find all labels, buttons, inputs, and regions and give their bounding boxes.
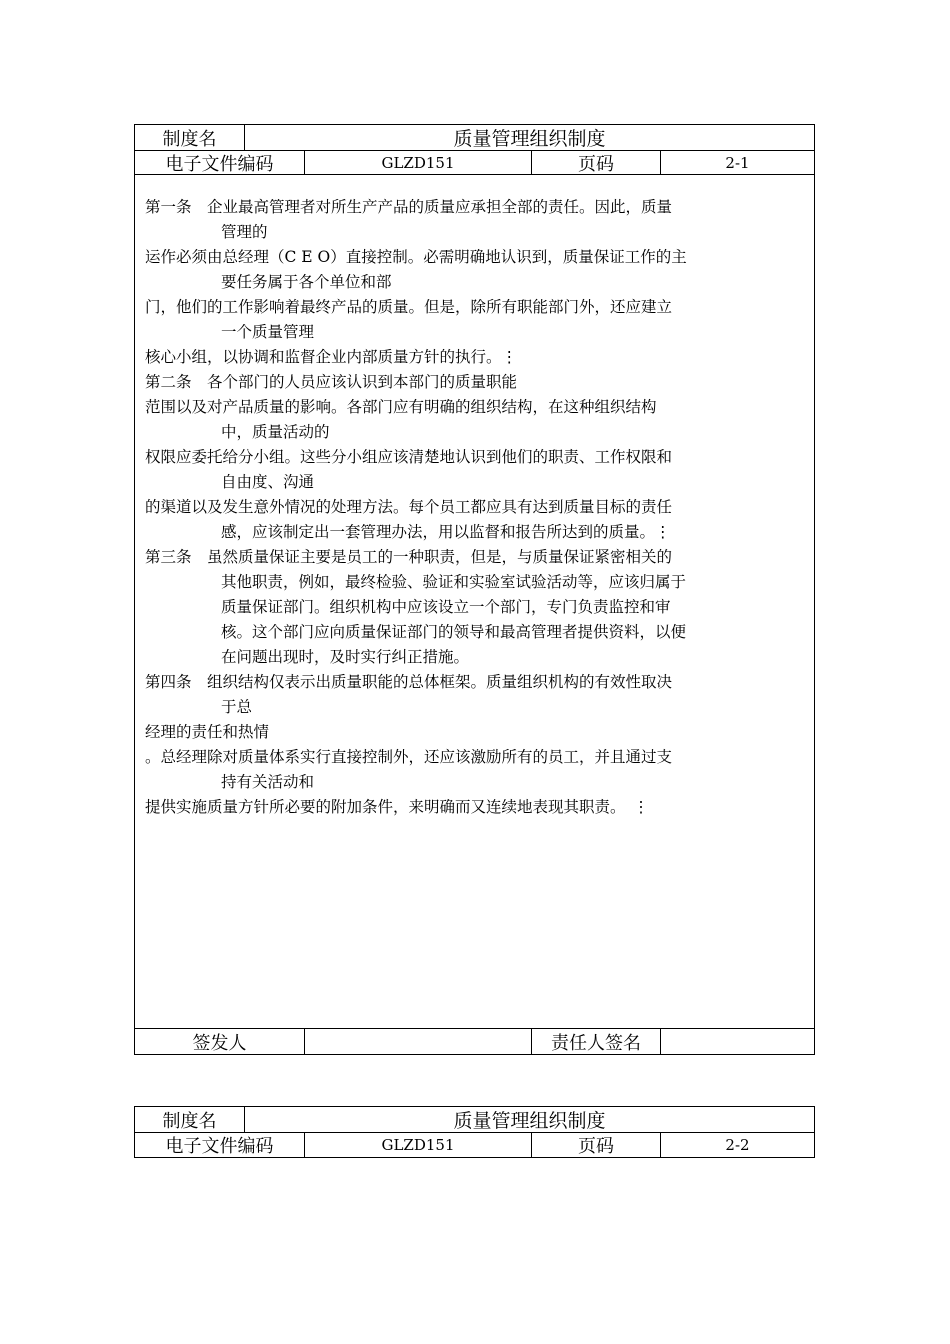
name-label: 制度名 xyxy=(135,125,245,150)
form-page-1 xyxy=(134,124,815,1055)
body-line: 在问题出现时，及时实行纠正措施。 xyxy=(221,648,470,666)
body-line: 第三条 虽然质量保证主要是员工的一种职责，但是，与质量保证紧密相关的 xyxy=(145,548,673,566)
body-line: 第四条 组织结构仅表示出质量职能的总体框架。质量组织机构的有效性取决 xyxy=(145,673,673,691)
name-label: 制度名 xyxy=(135,1107,245,1132)
page-value: 2-1 xyxy=(725,153,750,172)
body-line: 要任务属于各个单位和部 xyxy=(221,273,392,291)
form-page-2 xyxy=(134,1106,815,1158)
body-line: 。总经理除对质量体系实行直接控制外，还应该激励所有的员工，并且通过支 xyxy=(145,748,673,766)
body-line: 管理的 xyxy=(221,223,268,241)
responsible-label: 责任人签名 xyxy=(532,1029,661,1054)
body-line: 权限应委托给分小组。这些分小组应该清楚地认识到他们的职责、工作权限和 xyxy=(145,448,673,466)
body-text xyxy=(145,195,800,820)
header-code-row xyxy=(135,1133,814,1157)
issuer-signature-field[interactable] xyxy=(305,1029,532,1054)
body-line: 核。这个部门应向质量保证部门的领导和最高管理者提供资料，以便 xyxy=(221,623,687,641)
body-line: 质量保证部门。组织机构中应该设立一个部门，专门负责监控和审 xyxy=(221,598,671,616)
body-line: 运作必须由总经理（C E O）直接控制。必需明确地认识到，质量保证工作的主 xyxy=(145,248,687,266)
body-line: 自由度、沟通 xyxy=(221,473,315,491)
code-label: 电子文件编码 xyxy=(135,151,305,174)
body-line: 范围以及对产品质量的影响。各部门应有明确的组织结构，在这种组织结构 xyxy=(145,398,657,416)
page-label: 页码 xyxy=(532,151,661,174)
body-line: 于总 xyxy=(221,698,253,716)
page-value: 2-2 xyxy=(725,1136,750,1154)
code-value: GLZD151 xyxy=(305,1133,532,1157)
body-line: 提供实施质量方针所必要的附加条件，来明确而又连续地表现其职责。 ⋮ xyxy=(145,798,649,816)
document-body xyxy=(135,175,814,1029)
body-line: 其他职责，例如，最终检验、验证和实验室试验活动等，应该归属于 xyxy=(221,573,687,591)
page-label: 页码 xyxy=(532,1133,661,1157)
document-title: 质量管理组织制度 xyxy=(453,128,606,150)
header-name-row xyxy=(135,1107,814,1133)
document-title: 质量管理组织制度 xyxy=(453,1110,606,1132)
code-label: 电子文件编码 xyxy=(135,1133,305,1157)
body-line: 一个质量管理 xyxy=(221,323,315,341)
body-line: 第一条 企业最高管理者对所生产产品的质量应承担全部的责任。因此，质量 xyxy=(145,198,673,216)
body-line: 门，他们的工作影响着最终产品的质量。但是，除所有职能部门外，还应建立 xyxy=(145,298,673,316)
header-name-row xyxy=(135,125,814,151)
header-code-row xyxy=(135,151,814,175)
issuer-label: 签发人 xyxy=(135,1029,305,1054)
body-line: 持有关活动和 xyxy=(221,773,315,791)
body-line: 的渠道以及发生意外情况的处理方法。每个员工都应具有达到质量目标的责任 xyxy=(145,498,673,516)
responsible-signature-field[interactable] xyxy=(661,1029,814,1054)
body-line: 经理的责任和热情 xyxy=(145,723,270,741)
body-line: 核心小组，以协调和监督企业内部质量方针的执行。⋮ xyxy=(145,348,518,366)
footer-signature-row xyxy=(135,1029,814,1054)
body-line: 中，质量活动的 xyxy=(221,423,330,441)
body-line: 第二条 各个部门的人员应该认识到本部门的质量职能 xyxy=(145,373,518,391)
body-line: 感，应该制定出一套管理办法，用以监督和报告所达到的质量。⋮ xyxy=(221,523,671,541)
code-value: GLZD151 xyxy=(305,151,532,174)
